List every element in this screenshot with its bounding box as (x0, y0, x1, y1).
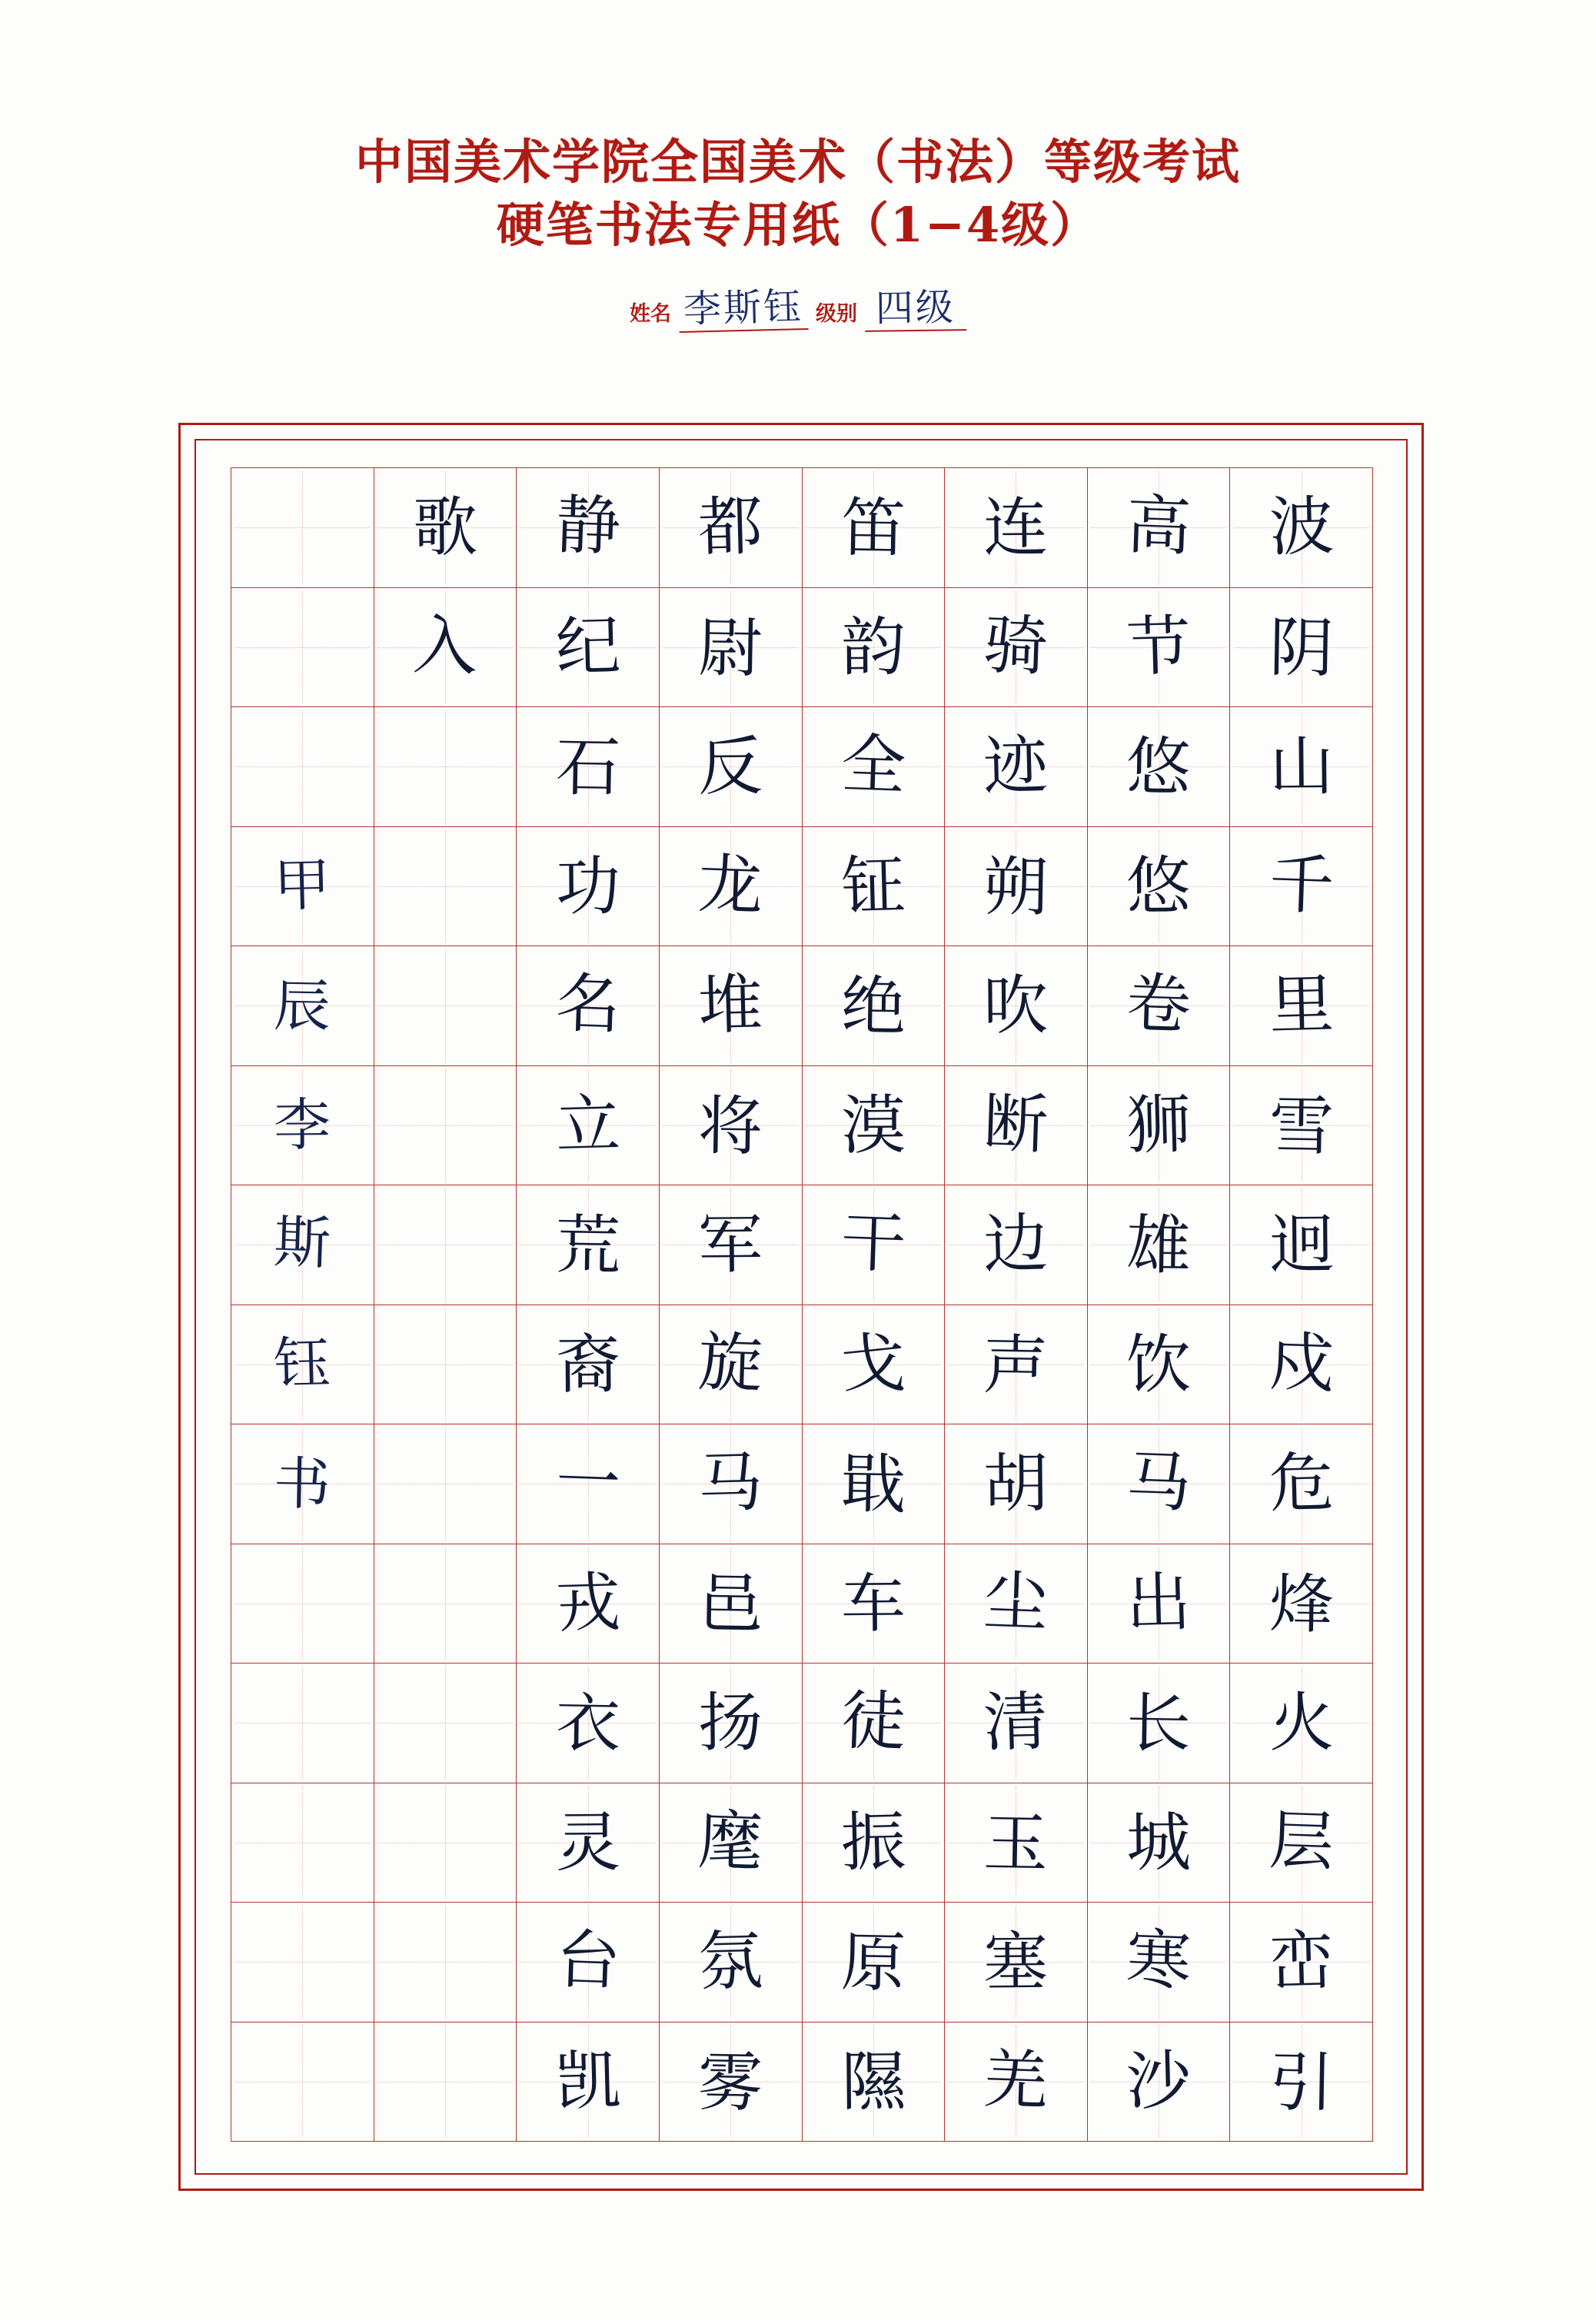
grid-cell[interactable] (374, 946, 517, 1066)
written-character: 边 (983, 1205, 1049, 1283)
grid-cell[interactable] (374, 1305, 517, 1424)
grid-row (231, 2022, 1373, 2142)
signature-character: 斯 (272, 1208, 332, 1278)
written-character: 胡 (983, 1445, 1049, 1522)
grid-cell[interactable] (374, 468, 517, 588)
written-character: 绝 (840, 968, 906, 1045)
written-character: 石 (554, 729, 621, 806)
written-character: 歌 (412, 489, 478, 566)
grid-cell[interactable] (231, 2022, 374, 2142)
grid-cell[interactable] (945, 1664, 1088, 1783)
written-character: 干 (840, 1204, 907, 1282)
grid-cell[interactable] (231, 707, 374, 827)
grid-cell[interactable] (802, 946, 945, 1066)
grid-cell[interactable] (1230, 826, 1373, 946)
written-character: 军 (697, 1206, 763, 1283)
grid-cell[interactable] (517, 468, 660, 588)
grid-cell[interactable] (945, 946, 1088, 1066)
written-character: 荒 (554, 1207, 621, 1284)
written-character: 声 (983, 1327, 1049, 1404)
written-character: 入 (411, 607, 479, 685)
grid-cell[interactable] (945, 587, 1088, 707)
written-character: 旋 (697, 1324, 764, 1402)
written-character: 塞 (983, 1923, 1049, 2000)
written-character: 峦 (1268, 1923, 1335, 2000)
grid-cell[interactable] (1087, 1305, 1230, 1424)
grid-cell[interactable] (1087, 707, 1230, 827)
written-character: 骑 (982, 607, 1050, 685)
grid-cell[interactable] (231, 1185, 374, 1305)
grid-cell[interactable] (802, 1065, 945, 1185)
written-character: 火 (1268, 1684, 1335, 1761)
written-character: 功 (555, 848, 620, 925)
grid-cell[interactable] (1230, 2022, 1373, 2142)
grid-cell[interactable] (945, 707, 1088, 827)
written-character: 山 (1268, 728, 1335, 805)
grid-cell[interactable] (517, 1903, 660, 2023)
grid-cell[interactable] (374, 707, 517, 827)
grid-cell[interactable] (517, 1664, 660, 1783)
signature-character: 甲 (273, 851, 332, 919)
grid-cell[interactable] (517, 1305, 660, 1424)
grid-cell[interactable] (231, 1305, 374, 1424)
written-character: 层 (1268, 1802, 1335, 1880)
written-character: 羌 (982, 2041, 1050, 2119)
grid-cell[interactable] (1087, 1424, 1230, 1544)
signature-character: 书 (273, 1451, 332, 1518)
grid-cell[interactable] (231, 1544, 374, 1664)
grid-cell[interactable] (659, 587, 802, 707)
grid-cell[interactable] (802, 587, 945, 707)
grid-cell[interactable] (659, 1185, 802, 1305)
written-character: 车 (840, 1565, 906, 1642)
grid-cell[interactable] (802, 1424, 945, 1544)
grid-cell[interactable] (231, 826, 374, 946)
written-character: 卷 (1125, 965, 1192, 1043)
grid-cell[interactable] (1087, 2022, 1230, 2142)
written-character: 迥 (1268, 1206, 1335, 1283)
grid-cell[interactable] (1087, 587, 1230, 707)
grid-cell[interactable] (802, 1544, 945, 1664)
identity-row (0, 284, 1596, 331)
grid-cell[interactable] (659, 1664, 802, 1783)
grid-cell[interactable] (802, 1903, 945, 2023)
grid-table (231, 467, 1373, 2142)
written-character: 烽 (1268, 1566, 1335, 1643)
grid-cell[interactable] (231, 1424, 374, 1544)
written-character: 雪 (1268, 1088, 1335, 1165)
written-character: 里 (1268, 966, 1335, 1044)
grid-row (231, 1185, 1373, 1305)
grid-cell[interactable] (374, 587, 517, 707)
title-line-1: 中国美术学院全国美术（书法）等级考试 (354, 134, 1241, 190)
sheet-header (0, 0, 1596, 257)
grid-cell[interactable] (231, 587, 374, 707)
grid-cell[interactable] (517, 826, 660, 946)
grid-cell[interactable] (374, 826, 517, 946)
written-character: 堆 (697, 966, 764, 1044)
grid-cell[interactable] (231, 1783, 374, 1903)
written-character: 都 (697, 488, 764, 566)
written-character: 静 (554, 487, 622, 565)
written-character: 振 (840, 1803, 907, 1880)
grid-cell[interactable] (1230, 1065, 1373, 1185)
written-character: 凯 (554, 2042, 621, 2119)
written-character: 千 (1268, 846, 1335, 924)
written-character: 一 (554, 1443, 622, 1521)
grid-cell[interactable] (802, 1305, 945, 1424)
written-character: 悠 (1126, 848, 1192, 925)
written-character: 马 (1125, 1443, 1192, 1521)
grid-cell[interactable] (659, 946, 802, 1066)
grid-cell[interactable] (945, 1903, 1088, 2023)
grid-cell[interactable] (231, 1903, 374, 2023)
written-character: 原 (840, 1924, 906, 2001)
grid-cell[interactable] (231, 468, 374, 588)
grid-cell[interactable] (945, 2022, 1088, 2142)
written-character: 纪 (554, 607, 621, 685)
grid-cell[interactable] (802, 2022, 945, 2142)
grid-cell[interactable] (1230, 1424, 1373, 1544)
grid-cell[interactable] (1230, 1185, 1373, 1305)
grid-row (231, 826, 1373, 946)
written-character: 迹 (983, 727, 1049, 805)
written-character: 城 (1126, 1804, 1192, 1881)
grid-cell[interactable] (1087, 1903, 1230, 2023)
grid-row (231, 1065, 1373, 1185)
written-character: 寒 (1125, 1921, 1192, 1999)
grid-cell[interactable] (1230, 1903, 1373, 2023)
name-field[interactable]: 李斯钰 (678, 288, 808, 333)
written-character: 氛 (697, 1923, 764, 2000)
grid-cell[interactable] (374, 1065, 517, 1185)
grid-cell[interactable] (1230, 1664, 1373, 1783)
written-character: 戢 (840, 1446, 906, 1523)
written-character: 长 (1126, 1685, 1192, 1762)
grid-cell[interactable] (374, 1185, 517, 1305)
written-character: 阴 (1268, 610, 1335, 686)
written-character: 沙 (1125, 2042, 1192, 2119)
grid-cell[interactable] (1230, 587, 1373, 707)
grid-cell[interactable] (1087, 826, 1230, 946)
grid-cell[interactable] (659, 1424, 802, 1544)
grid-row (231, 1544, 1373, 1664)
grid-cell[interactable] (802, 707, 945, 827)
written-character: 危 (1268, 1444, 1335, 1522)
grid-cell[interactable] (659, 468, 802, 588)
grid-cell[interactable] (517, 946, 660, 1066)
grid-row (231, 587, 1373, 707)
written-character: 隰 (840, 2043, 906, 2120)
grid-row (231, 1783, 1373, 1903)
grid-cell[interactable] (374, 1783, 517, 1903)
grid-cell[interactable] (945, 1065, 1088, 1185)
written-character: 波 (1268, 488, 1335, 566)
written-character: 引 (1268, 2044, 1335, 2121)
grid-cell[interactable] (231, 1664, 374, 1783)
written-character: 漠 (840, 1087, 906, 1164)
written-character: 名 (554, 965, 622, 1043)
grid-cell[interactable] (659, 2022, 802, 2142)
signature-character: 辰 (273, 972, 332, 1040)
written-character: 雄 (1126, 1207, 1192, 1284)
written-character: 邑 (697, 1566, 764, 1643)
name-label: 姓名 (629, 301, 671, 326)
title-line-2: 硬笔书法专用纸（1−4级） (496, 196, 1100, 253)
grid-row (231, 1424, 1373, 1544)
grid-row (231, 468, 1373, 588)
grid-row (231, 707, 1373, 827)
grid-cell[interactable] (945, 1185, 1088, 1305)
grid-cell[interactable] (659, 1903, 802, 2023)
grid-cell[interactable] (1230, 707, 1373, 827)
written-character: 全 (840, 726, 907, 804)
grid-cell[interactable] (374, 1544, 517, 1664)
grid-cell[interactable] (1230, 1544, 1373, 1664)
written-character: 高 (1125, 487, 1192, 565)
grid-cell[interactable] (517, 1783, 660, 1903)
grid-cell[interactable] (802, 826, 945, 946)
grid-cell[interactable] (1230, 946, 1373, 1066)
written-character: 玉 (983, 1805, 1049, 1882)
level-field[interactable]: 四级 (865, 288, 967, 332)
signature-character: 钰 (273, 1329, 332, 1398)
written-character: 戈 (840, 1325, 907, 1402)
grid-cell[interactable] (1087, 1783, 1230, 1903)
grid-cell[interactable] (374, 1664, 517, 1783)
written-character: 灵 (555, 1804, 620, 1881)
level-label: 级别 (816, 301, 857, 326)
grid-cell[interactable] (945, 1424, 1088, 1544)
written-character: 扬 (697, 1684, 763, 1761)
grid-cell[interactable] (517, 1185, 660, 1305)
written-character: 饮 (1126, 1326, 1192, 1403)
written-character: 衣 (554, 1685, 621, 1762)
grid-cell[interactable] (374, 2022, 517, 2142)
grid-cell[interactable] (945, 1783, 1088, 1903)
written-character: 悠 (1126, 729, 1192, 806)
written-character: 钲 (840, 846, 907, 924)
grid-cell[interactable] (1230, 1783, 1373, 1903)
grid-cell[interactable] (231, 946, 374, 1066)
grid-cell[interactable] (945, 826, 1088, 946)
written-character: 台 (554, 1921, 622, 1999)
written-character: 麾 (697, 1802, 764, 1880)
written-character: 尉 (697, 610, 764, 686)
grid-cell[interactable] (1087, 1065, 1230, 1185)
grid-cell[interactable] (802, 1664, 945, 1783)
written-character: 龙 (697, 846, 764, 924)
written-character: 将 (697, 1088, 764, 1165)
grid-row (231, 1664, 1373, 1783)
grid-cell[interactable] (517, 1065, 660, 1185)
grid-cell[interactable] (231, 1065, 374, 1185)
grid-cell[interactable] (659, 1065, 802, 1185)
written-character: 马 (697, 1444, 764, 1522)
written-character: 徒 (840, 1682, 907, 1760)
written-character: 连 (983, 489, 1049, 566)
written-character: 出 (1125, 1564, 1192, 1641)
grid-row (231, 1305, 1373, 1424)
grid-cell[interactable] (945, 1544, 1088, 1664)
grid-cell[interactable] (517, 1424, 660, 1544)
grid-cell[interactable] (659, 826, 802, 946)
written-character: 节 (1125, 607, 1192, 685)
written-character: 戎 (554, 1564, 621, 1641)
grid-cell[interactable] (1087, 946, 1230, 1066)
grid-cell[interactable] (659, 1305, 802, 1424)
written-character: 尘 (982, 1563, 1050, 1641)
written-character: 雾 (697, 2044, 764, 2121)
grid-cell[interactable] (945, 468, 1088, 588)
grid-cell[interactable] (1087, 1185, 1230, 1305)
grid-cell[interactable] (1230, 1305, 1373, 1424)
grid-cell[interactable] (659, 1544, 802, 1664)
grid-cell[interactable] (517, 587, 660, 707)
grid-cell[interactable] (1087, 468, 1230, 588)
written-character: 清 (983, 1683, 1049, 1761)
written-character: 吹 (983, 967, 1049, 1044)
signature-character: 李 (273, 1092, 331, 1159)
grid-cell[interactable] (802, 468, 945, 588)
grid-cell[interactable] (1087, 1544, 1230, 1664)
grid-cell[interactable] (517, 1544, 660, 1664)
written-character: 断 (982, 1085, 1050, 1163)
grid-cell[interactable] (517, 2022, 660, 2142)
written-character: 狮 (1125, 1085, 1192, 1163)
grid-cell[interactable] (659, 1783, 802, 1903)
grid-cell[interactable] (374, 1903, 517, 2023)
grid-cell[interactable] (802, 1185, 945, 1305)
grid-cell[interactable] (945, 1305, 1088, 1424)
grid-row (231, 946, 1373, 1066)
grid-cell[interactable] (1230, 468, 1373, 588)
written-character: 朔 (983, 849, 1049, 926)
character-grid (231, 467, 1373, 2142)
written-character: 笛 (840, 490, 906, 567)
grid-row (231, 1903, 1373, 2023)
grid-cell[interactable] (802, 1783, 945, 1903)
written-character: 反 (697, 728, 763, 805)
written-character: 韵 (840, 609, 906, 686)
grid-cell[interactable] (659, 707, 802, 827)
grid-cell[interactable] (1087, 1664, 1230, 1783)
grid-cell[interactable] (374, 1424, 517, 1544)
grid-cell[interactable] (517, 707, 660, 827)
written-character: 戍 (1268, 1324, 1335, 1402)
written-character: 裔 (555, 1326, 620, 1403)
written-character: 立 (554, 1085, 621, 1163)
